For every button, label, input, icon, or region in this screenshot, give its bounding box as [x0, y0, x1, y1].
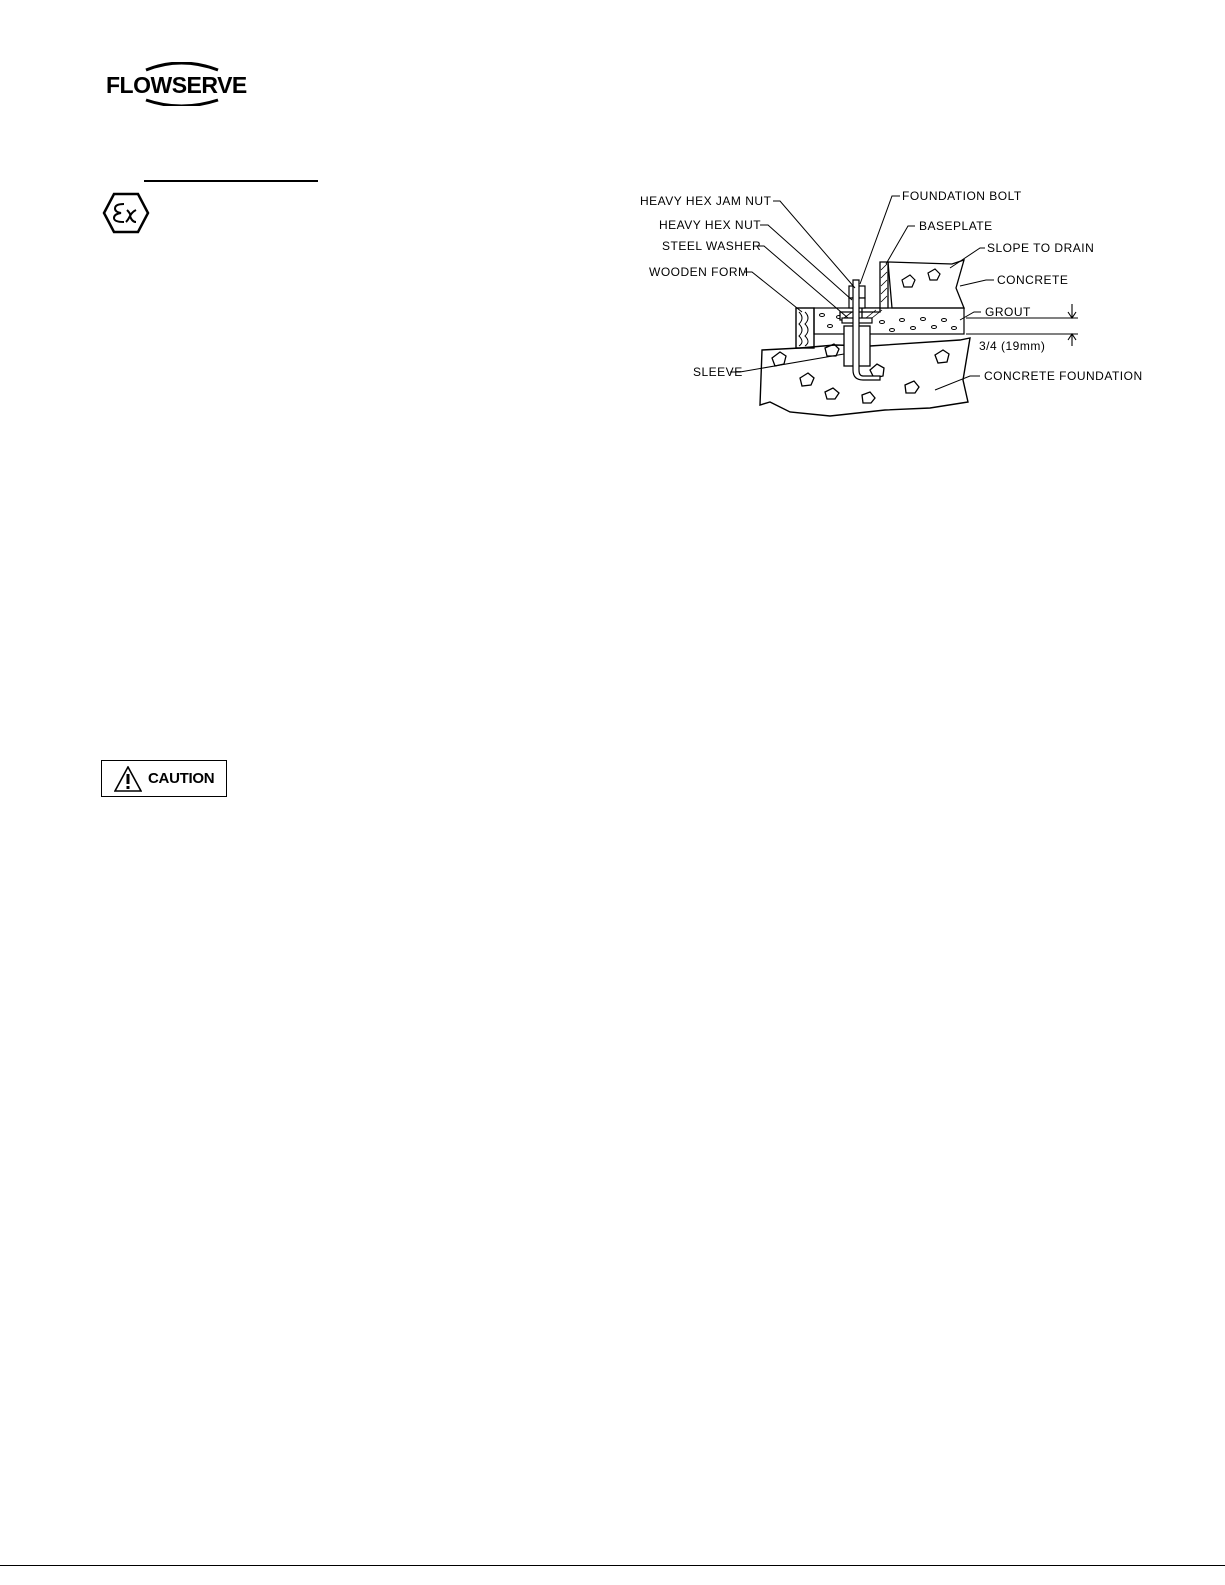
concrete-aggregate: [902, 269, 940, 287]
foundation-bolt-assembly: [842, 280, 880, 380]
section-heading-underline: [144, 180, 318, 182]
caution-badge: [101, 760, 227, 797]
footer-rule: [0, 1565, 1225, 1566]
warning-triangle-icon: [114, 766, 142, 792]
wooden-form: [796, 308, 814, 348]
label-foundation-bolt: FOUNDATION BOLT: [902, 189, 1022, 203]
label-dimension: 3/4 (19mm): [979, 339, 1046, 353]
flowserve-logo: [106, 62, 256, 106]
label-slope-to-drain: SLOPE TO DRAIN: [987, 241, 1095, 255]
label-baseplate: BASEPLATE: [919, 219, 993, 233]
label-steel-washer: STEEL WASHER: [662, 239, 762, 253]
label-concrete: CONCRETE: [997, 273, 1069, 287]
label-heavy-hex-jam-nut: HEAVY HEX JAM NUT: [640, 194, 772, 208]
logo-text: FLOWSERVE: [106, 72, 247, 98]
ex-hazard-icon: [102, 192, 150, 234]
concrete-shape: [888, 260, 964, 308]
label-grout: GROUT: [985, 305, 1031, 319]
label-sleeve: SLEEVE: [693, 365, 743, 379]
baseplate-grout-figure: [630, 180, 1150, 425]
caution-label: CAUTION: [148, 770, 215, 787]
label-wooden-form: WOODEN FORM: [649, 265, 749, 279]
grout-layer: [814, 308, 964, 334]
label-heavy-hex-nut: HEAVY HEX NUT: [659, 218, 762, 232]
label-concrete-foundation: CONCRETE FOUNDATION: [984, 369, 1143, 383]
